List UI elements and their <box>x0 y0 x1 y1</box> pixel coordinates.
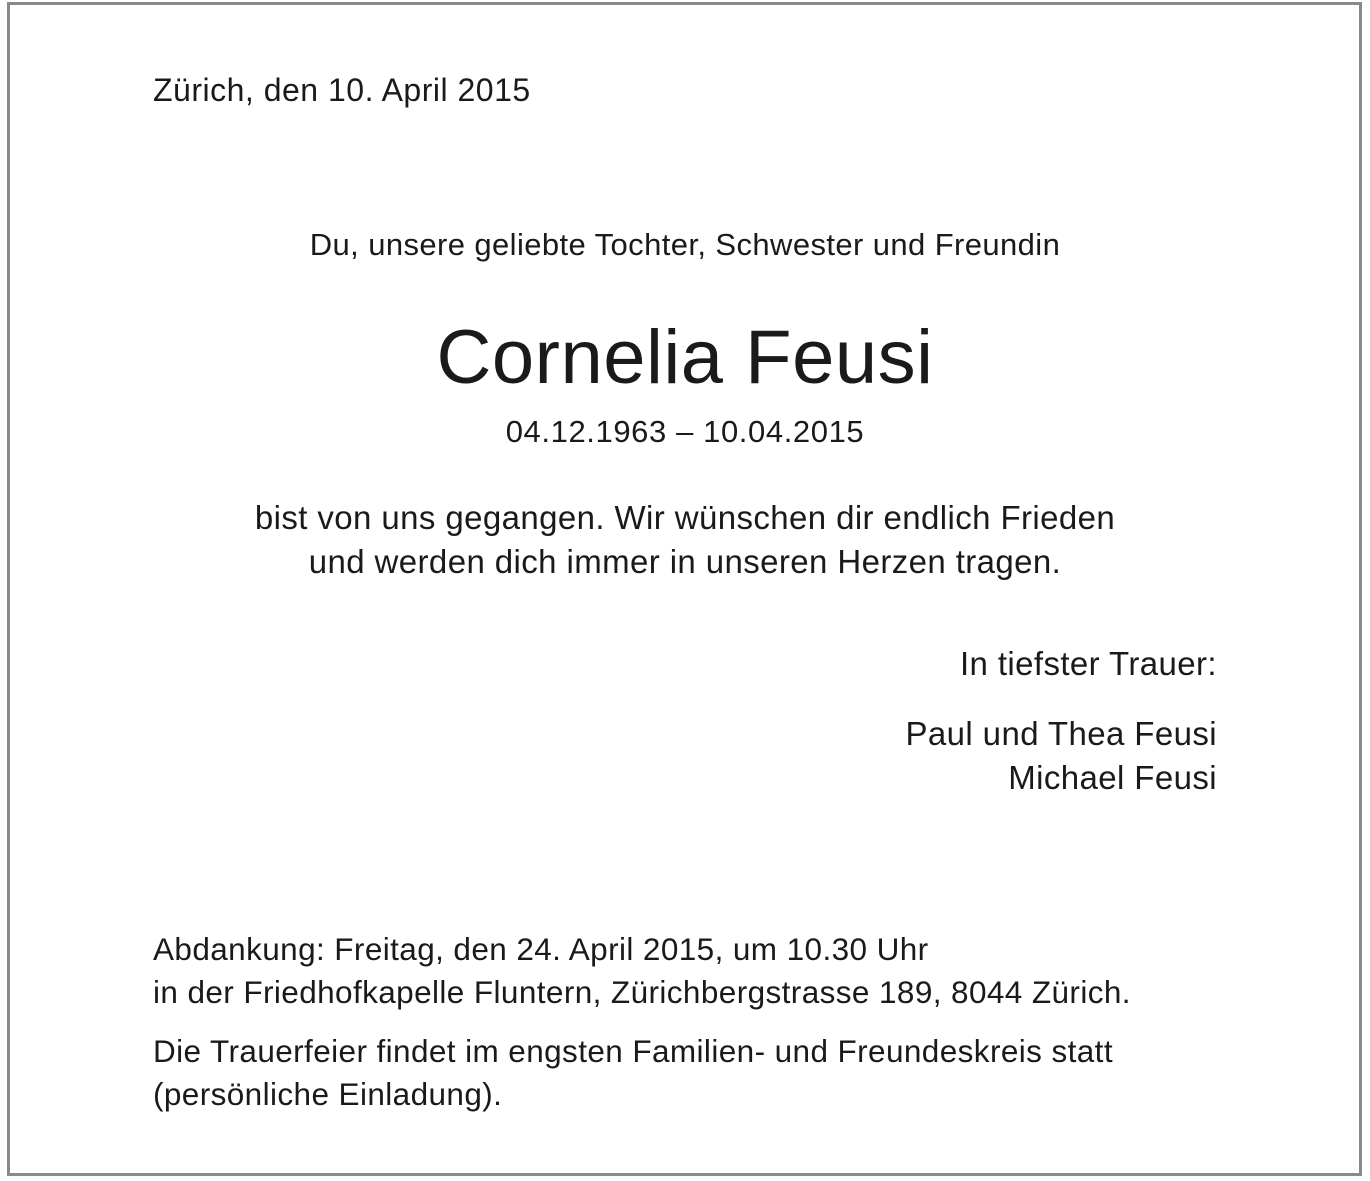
life-dates: 04.12.1963 – 10.04.2015 <box>505 414 865 449</box>
ceremony-line: Abdankung: Freitag, den 24. April 2015, um 10.30 Uhr <box>153 931 929 967</box>
mourner-name: Paul und Thea Feusi <box>905 715 1217 752</box>
farewell-message <box>0 496 1370 584</box>
deceased-name: Cornelia Feusi <box>436 315 934 400</box>
mourning-heading: In tiefster Trauer: <box>959 645 1217 682</box>
mourner-name: Michael Feusi <box>1008 759 1217 796</box>
message-line: und werden dich immer in unseren Herzen tragen. <box>308 543 1062 580</box>
place-date: Zürich, den 10. April 2015 <box>153 72 531 108</box>
ceremony-line: in der Friedhofkapelle Fluntern, Zürichbergstrasse 189, 8044 Zürich. <box>153 974 1131 1010</box>
note-line: (persönliche Einladung). <box>153 1076 503 1112</box>
ceremony-details <box>153 928 1131 1014</box>
ceremony-note <box>153 1030 1113 1116</box>
intro-text: Du, unsere geliebte Tochter, Schwester und Freundin <box>309 227 1061 262</box>
mourners-list <box>905 712 1217 800</box>
note-line: Die Trauerfeier findet im engsten Familien- und Freundeskreis statt <box>153 1033 1113 1069</box>
message-line: bist von uns gegangen. Wir wünschen dir endlich Frieden <box>254 499 1116 536</box>
